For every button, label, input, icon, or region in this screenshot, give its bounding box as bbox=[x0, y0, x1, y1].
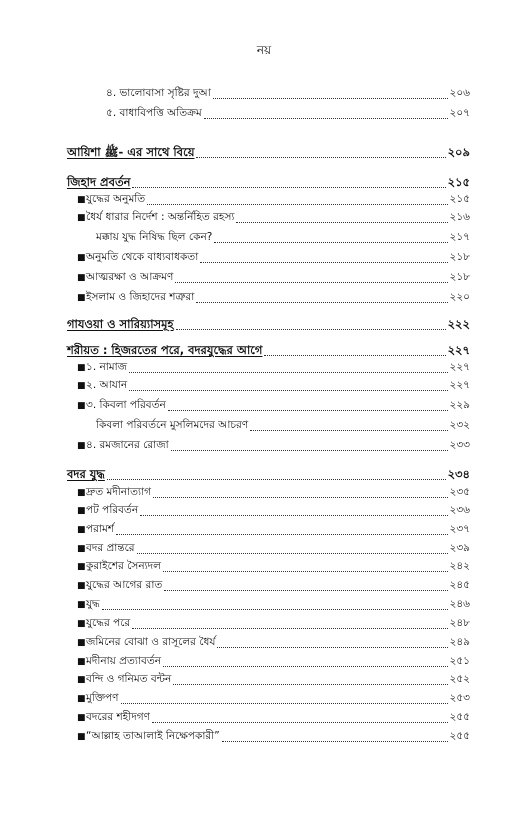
dot-leader bbox=[217, 647, 447, 648]
toc-entry bbox=[77, 250, 470, 267]
bullet-icon: ■ bbox=[77, 253, 86, 263]
toc-entry bbox=[106, 86, 470, 103]
dot-leader bbox=[147, 204, 447, 205]
dot-leader bbox=[116, 534, 448, 535]
toc-entry-title: জিহাদ প্রবর্তন bbox=[67, 175, 131, 189]
toc-entry bbox=[77, 710, 470, 727]
bullet-icon: ■ bbox=[77, 544, 86, 554]
dot-leader bbox=[168, 410, 448, 411]
toc-entry-page: ২৪৬ bbox=[449, 598, 470, 610]
toc-entry-title: যুদ্ধের আগের রাত bbox=[86, 579, 163, 591]
page-number: নয় bbox=[256, 43, 272, 57]
toc-entry-page: ২১৮ bbox=[449, 251, 470, 263]
toc-entry bbox=[77, 378, 470, 395]
toc-entry-page: ২১৫ bbox=[449, 193, 470, 205]
toc-entry bbox=[77, 541, 470, 558]
toc-entry bbox=[77, 210, 470, 227]
toc-entry-title: বদরের শহীদগণ bbox=[86, 711, 150, 723]
toc-entry-title: আয়িশা ﷺ- এর সাথে বিয়ে bbox=[67, 145, 195, 159]
dot-leader bbox=[102, 609, 448, 610]
dot-leader bbox=[196, 302, 447, 303]
toc-entry bbox=[67, 144, 470, 163]
dot-leader bbox=[176, 329, 446, 330]
dot-leader bbox=[129, 372, 447, 373]
bullet-icon: ■ bbox=[77, 273, 86, 283]
toc-entry-title: ২. আযান bbox=[86, 379, 128, 391]
toc-entry bbox=[67, 466, 470, 485]
toc-entry bbox=[77, 438, 470, 455]
bullet-icon: ■ bbox=[77, 195, 86, 205]
bullet-icon: ■ bbox=[77, 600, 86, 610]
dot-leader bbox=[204, 118, 448, 119]
bullet-icon: ■ bbox=[77, 506, 86, 516]
dot-leader bbox=[171, 450, 448, 451]
bullet-icon: ■ bbox=[77, 713, 86, 723]
bullet-icon: ■ bbox=[77, 363, 86, 373]
toc-entry-page: ২২২ bbox=[447, 317, 470, 331]
toc-entry-title: মুক্তিপণ bbox=[86, 692, 119, 704]
bullet-icon: ■ bbox=[77, 638, 86, 648]
toc-entry-page: ২০৭ bbox=[449, 107, 470, 119]
toc-entry-title: ৪. ভালোবাসা সৃষ্টির দুআ bbox=[106, 87, 211, 99]
toc-entry-title: দ্রুত মদীনাত্যাগ bbox=[86, 486, 151, 498]
toc-entry-title: জমিনের বোঝা ও রাসূলের ধৈর্য bbox=[86, 636, 216, 648]
toc-entry-page: ২৪৫ bbox=[449, 579, 470, 591]
toc-entry-page: ২২৭ bbox=[447, 343, 470, 357]
toc-entry-title: শরীয়ত : হিজরতের পরে, বদরযুদ্ধের আগে bbox=[67, 343, 263, 357]
toc-entry bbox=[96, 230, 470, 247]
bullet-icon: ■ bbox=[77, 525, 86, 535]
dot-leader bbox=[152, 722, 448, 723]
toc-entry-page: ২২০ bbox=[449, 291, 470, 303]
toc-entry-title: যুদ্ধ bbox=[86, 598, 100, 610]
toc-entry-title: ৪. রমজানের রোজা bbox=[86, 439, 169, 451]
bullet-icon: ■ bbox=[77, 581, 86, 591]
bullet-icon: ■ bbox=[77, 488, 86, 498]
toc-entry-title: পট পরিবর্তন bbox=[86, 504, 139, 516]
dot-leader bbox=[213, 98, 448, 99]
toc-entry bbox=[77, 270, 470, 287]
toc-entry-title: পরামর্শ bbox=[86, 523, 114, 535]
dot-leader bbox=[132, 187, 445, 188]
dot-leader bbox=[250, 430, 447, 431]
bullet-icon: ■ bbox=[77, 732, 86, 742]
dot-leader bbox=[140, 515, 447, 516]
toc-entry-page: ২৩৩ bbox=[449, 439, 470, 451]
bullet-icon: ■ bbox=[77, 694, 86, 704]
toc-entry-page: ২৩৫ bbox=[449, 486, 470, 498]
toc-entry-title: মদীনায় প্রত্যাবর্তন bbox=[86, 655, 161, 667]
toc-entry bbox=[77, 485, 470, 502]
toc-entry-page: ২৫৫ bbox=[449, 711, 470, 723]
toc-entry-page: ২৩২ bbox=[449, 419, 470, 431]
toc-entry bbox=[77, 290, 470, 307]
toc-entry bbox=[77, 616, 470, 633]
dot-leader bbox=[137, 553, 448, 554]
toc-entry-title: ইসলাম ও জিহাদের শত্রুরা bbox=[86, 291, 195, 303]
toc-entry-page: ২০৯ bbox=[447, 145, 470, 159]
bullet-icon: ■ bbox=[77, 213, 86, 223]
dot-leader bbox=[175, 282, 447, 283]
toc-entry-page: ২২৭ bbox=[449, 361, 470, 373]
bullet-icon: ■ bbox=[77, 657, 86, 667]
bullet-icon: ■ bbox=[77, 675, 86, 685]
toc-entry bbox=[77, 691, 470, 708]
toc-entry-page: ২০৬ bbox=[449, 87, 470, 99]
dot-leader bbox=[236, 222, 447, 223]
toc-entry-page: ২৩৭ bbox=[449, 523, 470, 535]
toc-entry bbox=[77, 503, 470, 520]
bullet-icon: ■ bbox=[77, 381, 86, 391]
toc-entry-page: ২৪৯ bbox=[449, 636, 470, 648]
toc-entry-page: ২১৮ bbox=[449, 271, 470, 283]
toc-entry bbox=[106, 106, 470, 123]
toc-entry-title: যুদ্ধের অনুমতি bbox=[86, 193, 146, 205]
dot-leader bbox=[264, 355, 445, 356]
toc-entry-page: ২১৫ bbox=[447, 175, 470, 189]
toc-entry-page: ২১৭ bbox=[449, 231, 470, 243]
toc-entry-title: কিবলা পরিবর্তনে মুসলিমদের আচরণ bbox=[96, 419, 249, 431]
dot-leader bbox=[200, 262, 447, 263]
toc-entry bbox=[77, 360, 470, 377]
toc-entry-page: ২৫৫ bbox=[449, 730, 470, 742]
bullet-icon: ■ bbox=[77, 562, 86, 572]
toc-entry bbox=[77, 578, 470, 595]
toc-entry-page: ২১৬ bbox=[449, 211, 470, 223]
toc-entry bbox=[77, 398, 470, 415]
dot-leader bbox=[129, 390, 447, 391]
dot-leader bbox=[107, 479, 446, 480]
toc-entry-page: ২৫২ bbox=[449, 673, 470, 685]
toc-entry-title: আত্মরক্ষা ও আক্রমণ bbox=[86, 271, 174, 283]
toc-entry-title: ধৈর্য ধারার নির্দেশ : অন্তর্নিহিত রহস্য bbox=[86, 211, 235, 223]
dot-leader bbox=[121, 703, 448, 704]
toc-entry bbox=[77, 635, 470, 652]
toc-entry-page: ২৫১ bbox=[449, 655, 470, 667]
toc-entry-page: ২৪২ bbox=[449, 560, 470, 572]
toc-entry bbox=[77, 729, 470, 746]
bullet-icon: ■ bbox=[77, 619, 86, 629]
toc-entry bbox=[67, 174, 470, 193]
toc-entry-title: ১. নামাজ bbox=[86, 361, 128, 373]
dot-leader bbox=[196, 157, 445, 158]
toc-entry-page: ২৩৪ bbox=[447, 467, 470, 481]
toc-entry bbox=[67, 316, 470, 335]
toc-entry-title: গাযওয়া ও সারিয়্যাসমূহ bbox=[67, 317, 174, 331]
toc-entry-page: ২২৭ bbox=[449, 379, 470, 391]
dot-leader bbox=[132, 628, 447, 629]
toc-entry-title: অনুমতি থেকে বাধ্যবাধকতা bbox=[86, 251, 199, 263]
toc-entry bbox=[77, 559, 470, 576]
toc-entry-title: “আল্লাহ তাআলাই নিক্ষেপকারী” bbox=[86, 730, 220, 742]
toc-entry bbox=[77, 522, 470, 539]
bullet-icon: ■ bbox=[77, 293, 86, 303]
toc-entry-title: বন্দি ও গনিমত বন্টন bbox=[86, 673, 172, 685]
toc-entry-page: ২৩৬ bbox=[449, 504, 470, 516]
dot-leader bbox=[173, 684, 447, 685]
toc-entry-title: ৩. কিবলা পরিবর্তন bbox=[86, 399, 166, 411]
toc-entry-title: বদর যুদ্ধ bbox=[67, 467, 105, 481]
toc-entry bbox=[96, 418, 470, 435]
toc-entry bbox=[77, 192, 470, 209]
bullet-icon: ■ bbox=[77, 441, 86, 451]
toc-entry-page: ২২৯ bbox=[449, 399, 470, 411]
dot-leader bbox=[163, 666, 448, 667]
toc-entry-page: ২৫৩ bbox=[449, 692, 470, 704]
toc-entry-page: ২৪৮ bbox=[449, 617, 470, 629]
toc-entry bbox=[67, 342, 470, 361]
bullet-icon: ■ bbox=[77, 401, 86, 411]
toc-entry bbox=[77, 672, 470, 689]
dot-leader bbox=[214, 242, 447, 243]
toc-entry-title: কুরাইশের সৈন্যদল bbox=[86, 560, 162, 572]
toc-entry bbox=[77, 654, 470, 671]
toc-entry bbox=[77, 597, 470, 614]
toc-entry-title: বদর প্রান্তরে bbox=[86, 542, 135, 554]
toc-entry-title: মক্কায় যুদ্ধ নিষিদ্ধ ছিল কেন? bbox=[96, 231, 213, 243]
toc-entry-title: যুদ্ধের পরে bbox=[86, 617, 131, 629]
toc-entry-page: ২৩৯ bbox=[449, 542, 470, 554]
dot-leader bbox=[153, 497, 448, 498]
toc-entry-title: ৫. বাধাবিপত্তি অতিক্রম bbox=[106, 107, 202, 119]
dot-leader bbox=[222, 741, 448, 742]
dot-leader bbox=[163, 571, 448, 572]
dot-leader bbox=[164, 590, 447, 591]
